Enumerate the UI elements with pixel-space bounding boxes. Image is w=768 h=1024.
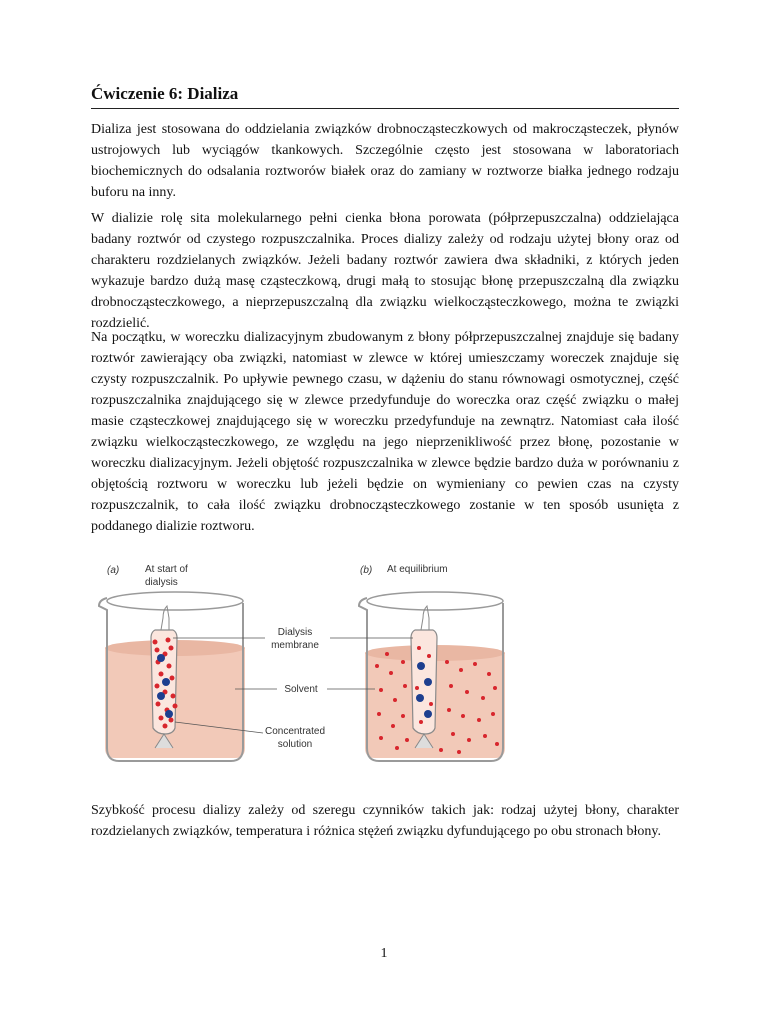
panel-a-title-line1: At start of (145, 564, 188, 575)
dialysis-diagram (95, 558, 505, 768)
label-membrane-line1: Dialysis (277, 627, 313, 638)
beaker-b (359, 592, 505, 761)
dialysis-figure (95, 558, 505, 768)
paragraph-rate: Szybkość procesu dializy zależy od szeregu czynników takich jak: rodzaj użytej błony, charakter rozdzielanych związków, temperatura i różnica stężeń związku dyfundującego po obu stronach błony. (91, 803, 679, 839)
paragraph-intro: Dializa jest stosowana do oddzielania związków drobnocząsteczkowych od makrocząsteczek, płynów ustrojowych lub wyciągów tkankowych. Szczególnie często jest stosowana w laboratoriach biochemicznych do odsalania roztworów białek oraz do zamiany w roztworze białka jednego rodzaju buforu na inny. (91, 122, 679, 200)
panel-a-title-line2: dialysis (145, 577, 178, 588)
panel-a-letter: (a) (107, 565, 120, 576)
label-solvent: Solvent (284, 684, 318, 695)
label-membrane-line2: membrane (271, 640, 319, 651)
beaker-a (99, 592, 245, 761)
label-concentrated-line1: Concentrated (264, 726, 326, 737)
page-number: 1 (380, 946, 388, 961)
page-title: Ćwiczenie 6: Dializa (91, 84, 679, 109)
paragraph-membrane: W dializie rolę sita molekularnego pełni cienka błona porowata (półprzepuszczalna) oddzielająca badany roztwór od czystego rozpuszczalnika. Proces dializy zależy od rodzaju użytej błony oraz od charakteru rozdzielanych związków. Jeżeli badany roztwór zawiera dwa składniki, z których jeden wykazuje bardzo dużą masę cząsteczkową, drugi małą to stosując błonę przepuszczalną dla związku drobnocząsteczkowego, a nieprzepuszczalną dla związku wielkocząsteczkowego, można te związki rozdzielić. (91, 211, 679, 331)
paragraph-process: Na początku, w woreczku dializacyjnym zbudowanym z błony półprzepuszczalnej znajduje się badany roztwór zawierający oba związki, natomiast w zlewce w której umieszczamy woreczek znajduje się czysty rozpuszczalnik. Po upływie pewnego czasu, w dążeniu do stanu równowagi osmotycznej, część rozpuszczalnika znajdującego się w zlewce przedyfunduje do woreczka oraz część związku o małej masie cząsteczkowej znajdującego się w woreczku przedyfunduje na zewnątrz. Natomiast cała ilość związku wielkocząsteczkowego, ze względu na jego nieprzenikliwość przez błonę, pozostanie w woreczku dializacyjnym. Jeżeli objętość rozpuszczalnika w zlewce będzie bardzo duża w porównaniu z objętością roztworu w woreczku lub jeżeli będzie on wymieniany co pewien czas na czysty rozpuszczalnik, to cała ilość związku drobnocząsteczkowego zostanie w ten sposób usunięta z poddanego dializie roztworu. (91, 330, 679, 534)
panel-b-title: At equilibrium (387, 564, 448, 575)
label-concentrated-line2: solution (277, 739, 313, 750)
panel-b-letter: (b) (360, 565, 373, 576)
